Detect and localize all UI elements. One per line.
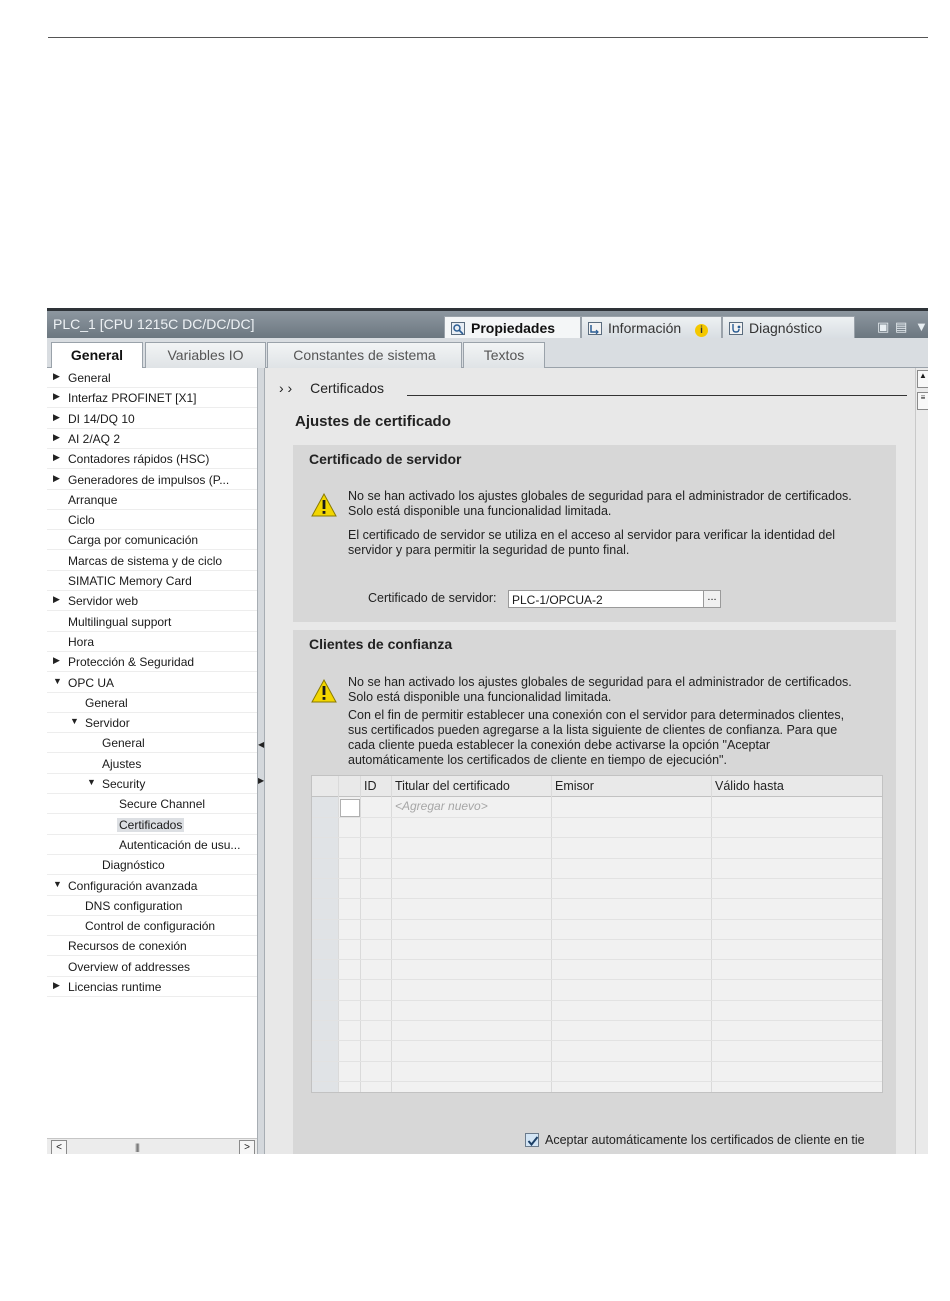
tree-item[interactable] (47, 591, 257, 611)
tab-informacion-label: Información (608, 320, 682, 336)
table-row[interactable] (312, 837, 883, 838)
tree-item[interactable] (47, 977, 257, 997)
tree-item[interactable] (47, 551, 257, 571)
server-warning-line-2: Solo está disponible una funcionalidad limitada. (348, 504, 612, 518)
breadcrumb-arrows: › › (279, 380, 293, 396)
tree-item[interactable] (47, 429, 257, 449)
column-titular[interactable]: Titular del certificado (395, 779, 510, 793)
collapsed-arrow-icon[interactable]: ▶ (53, 472, 60, 483)
tree-item-label: Contadores rápidos (HSC) (68, 452, 210, 467)
tree-item[interactable] (47, 957, 257, 977)
server-info-line-2: servidor y para permitir la seguridad de punto final. (348, 543, 630, 557)
clients-warning-line-2: Solo está disponible una funcionalidad limitada. (348, 690, 612, 704)
collapsed-arrow-icon[interactable]: ▶ (53, 594, 60, 605)
tree-item[interactable] (47, 388, 257, 408)
tree-item[interactable] (47, 612, 257, 632)
collapsed-arrow-icon[interactable]: ▶ (53, 980, 60, 990)
tree-item-label: DI 14/DQ 10 (68, 411, 135, 426)
tree-item-label: Servidor (85, 716, 130, 731)
inspector-window (47, 308, 928, 1154)
pane-splitter[interactable] (257, 368, 265, 1154)
tree-item[interactable] (47, 673, 257, 693)
table-row[interactable] (312, 1020, 883, 1021)
tree-item-label: General (85, 695, 128, 710)
tab-constantes-de-sistema[interactable]: Constantes de sistema (267, 342, 462, 368)
scroll-thumb[interactable]: ≡ (917, 392, 928, 410)
collapsed-arrow-icon[interactable]: ▶ (53, 452, 60, 463)
tree-item-label: Recursos de conexión (68, 939, 187, 954)
table-row[interactable] (312, 1040, 883, 1041)
collapsed-arrow-icon[interactable]: ▶ (53, 411, 60, 422)
clients-info-line-3: cada cliente pueda establecer la conexión debe activarse la opción "Aceptar (348, 738, 771, 752)
table-row[interactable] (312, 898, 883, 899)
tree-item-label: Hora (68, 634, 95, 649)
collapsed-arrow-icon[interactable]: ▶ (53, 371, 60, 381)
tree-item-label: Certificados (119, 817, 183, 832)
tree-item[interactable] (47, 774, 257, 794)
tree-item[interactable] (47, 835, 257, 855)
tree-item[interactable] (47, 815, 257, 835)
tree-item-label: General (102, 736, 145, 751)
navigation-tree (47, 368, 257, 1138)
tree-item[interactable] (47, 855, 257, 875)
server-certificate-heading: Certificado de servidor (309, 451, 462, 467)
window-title: PLC_1 [CPU 1215C DC/DC/DC] (53, 316, 255, 332)
table-row-header (312, 796, 338, 1093)
column-divider (338, 776, 339, 1093)
tree-item-label: Licencias runtime (68, 980, 162, 994)
maximize-window-icon[interactable]: ▤ (895, 319, 908, 334)
tree-item-label: Overview of addresses (68, 959, 191, 974)
tree-item[interactable] (47, 936, 257, 956)
collapsed-arrow-icon[interactable]: ▶ (53, 431, 60, 442)
table-header (312, 776, 883, 797)
tab-general[interactable]: General (51, 342, 143, 369)
tree-item[interactable] (47, 510, 257, 530)
tree-item[interactable] (47, 896, 257, 916)
column-divider (711, 776, 712, 1093)
breadcrumb-rule (407, 395, 907, 396)
tab-variables-io[interactable]: Variables IO (145, 342, 266, 368)
tree-item[interactable] (47, 632, 257, 652)
collapsed-arrow-icon[interactable]: ▶ (53, 655, 60, 666)
scroll-right-icon[interactable]: > (239, 1140, 255, 1154)
tree-item-label: AI 2/AQ 2 (68, 431, 121, 446)
expanded-arrow-icon[interactable]: ▼ (87, 777, 96, 787)
tree-item-label: Protección & Seguridad (68, 655, 195, 670)
tree-item[interactable] (47, 470, 257, 490)
tree-item-label: Carga por comunicación (68, 533, 199, 548)
table-row[interactable] (312, 878, 883, 879)
tree-item[interactable] (47, 794, 257, 814)
server-certificate-field[interactable]: PLC-1/OPCUA-2 (508, 590, 704, 608)
table-row[interactable] (312, 1081, 883, 1082)
tree-item-label: Control de configuración (85, 919, 216, 934)
warning-icon (311, 679, 337, 703)
tree-item-label: Arranque (68, 492, 118, 507)
tree-item[interactable] (47, 652, 257, 672)
tree-item[interactable] (47, 571, 257, 591)
float-window-icon[interactable]: ▣ (877, 319, 890, 334)
table-row[interactable] (312, 1061, 883, 1062)
trusted-clients-heading: Clientes de confianza (309, 636, 453, 652)
tab-diagnostico-label: Diagnóstico (749, 320, 823, 336)
new-row-checkbox[interactable] (340, 799, 360, 817)
tree-item[interactable] (47, 449, 257, 469)
tree-item[interactable] (47, 490, 257, 510)
expanded-arrow-icon[interactable]: ▼ (53, 675, 62, 686)
column-divider (391, 776, 392, 1093)
tree-item-label: Marcas de sistema y de ciclo (68, 553, 223, 568)
tree-item[interactable] (47, 409, 257, 429)
column-divider (360, 776, 361, 1093)
tree-item-label: Diagnóstico (102, 858, 165, 873)
expanded-arrow-icon[interactable]: ▼ (70, 716, 79, 727)
tree-item-label: OPC UA (68, 675, 115, 690)
scroll-left-icon[interactable]: < (51, 1140, 67, 1154)
table-row[interactable] (312, 858, 883, 859)
warning-icon (311, 493, 337, 517)
tree-item[interactable] (47, 876, 257, 896)
server-info-line-1: El certificado de servidor se utiliza en el acceso al servidor para verificar la identidad del (348, 528, 836, 542)
server-certificate-field-label: Certificado de servidor: (368, 591, 497, 605)
tree-item-label: DNS configuration (85, 898, 183, 913)
table-row[interactable] (312, 817, 883, 818)
tab-textos[interactable]: Textos (463, 342, 545, 368)
properties-icon (451, 322, 465, 335)
table-row[interactable] (312, 979, 883, 980)
trusted-clients-panel (293, 630, 896, 1154)
auto-accept-label: Aceptar automáticamente los certificados de cliente en tie (545, 1133, 865, 1147)
column-divider (551, 776, 552, 1093)
expanded-arrow-icon[interactable]: ▼ (53, 878, 62, 889)
property-tab-row (47, 338, 928, 368)
clients-info-line-1: Con el fin de permitir establecer una conexión con el servidor para determinados clientes, (348, 708, 845, 722)
tree-item-label: Secure Channel (119, 797, 206, 812)
server-warning-line-1: No se han activado los ajustes globales de seguridad para el administrador de certificados. (348, 489, 852, 503)
breadcrumb-label: Certificados (310, 380, 385, 396)
tree-item-label: Ajustes (102, 756, 142, 771)
tree-item[interactable] (47, 754, 257, 774)
breadcrumb (279, 380, 384, 396)
tree-item[interactable] (47, 368, 257, 388)
column-emisor[interactable]: Emisor (555, 779, 594, 793)
tree-item-label: Generadores de impulsos (P... (68, 472, 230, 487)
tab-propiedades-label: Propiedades (471, 320, 556, 336)
content-area (265, 368, 915, 1154)
add-new-entry[interactable]: <Agregar nuevo> (395, 799, 488, 813)
tree-item-label: Ciclo (68, 513, 95, 528)
trusted-clients-table[interactable] (311, 775, 883, 1093)
tree-item-label: Security (102, 777, 146, 791)
tree-item[interactable] (47, 916, 257, 936)
table-row[interactable] (312, 959, 883, 960)
collapse-window-icon[interactable]: ▼ (915, 319, 928, 334)
tree-item-label: Multilingual support (68, 614, 172, 629)
inspector-titlebar (47, 308, 928, 338)
tree-item-label: Autenticación de usu... (119, 837, 241, 852)
browse-certificate-button[interactable]: ... (703, 590, 721, 608)
info-arrow-icon (588, 322, 602, 335)
tree-item-label: Interfaz PROFINET [X1] (68, 391, 197, 406)
table-row[interactable] (312, 919, 883, 920)
table-row[interactable] (312, 1000, 883, 1001)
table-row[interactable] (312, 939, 883, 940)
clients-info-line-4: automáticamente los certificados de cliente en tiempo de ejecución". (348, 753, 727, 767)
tree-item[interactable] (47, 713, 257, 733)
info-badge-icon: i (695, 324, 708, 337)
section-title: Ajustes de certificado (295, 413, 451, 430)
expand-right-icon[interactable]: ▶ (258, 776, 265, 785)
tree-item-label: SIMATIC Memory Card (68, 574, 192, 588)
column-id[interactable]: ID (364, 779, 377, 793)
diagnostic-icon (729, 322, 743, 335)
collapsed-arrow-icon[interactable]: ▶ (53, 391, 60, 402)
auto-accept-checkbox[interactable] (525, 1133, 539, 1147)
tree-item[interactable] (47, 530, 257, 550)
page-top-rule (48, 37, 928, 38)
scroll-up-icon[interactable]: ▲ (917, 370, 928, 388)
tree-item[interactable] (47, 693, 257, 713)
scroll-grip-icon[interactable]: ||| (135, 1142, 140, 1152)
tree-item-label: Servidor web (68, 594, 139, 609)
tree-horizontal-scrollbar[interactable] (47, 1138, 257, 1154)
tree-item[interactable] (47, 733, 257, 753)
clients-info-line-2: sus certificados pueden agregarse a la lista siguiente de clientes de confianza. Para que (348, 723, 838, 737)
tree-item-label: General (68, 371, 111, 385)
server-certificate-panel (293, 445, 896, 622)
content-vertical-scrollbar[interactable] (915, 368, 928, 1154)
checkmark-icon (526, 1134, 540, 1148)
tree-item-label: Configuración avanzada (68, 878, 198, 893)
collapse-left-icon[interactable]: ◀ (258, 740, 265, 749)
column-valido-hasta[interactable]: Válido hasta (715, 779, 784, 793)
clients-warning-line-1: No se han activado los ajustes globales de seguridad para el administrador de certificados. (348, 675, 852, 689)
